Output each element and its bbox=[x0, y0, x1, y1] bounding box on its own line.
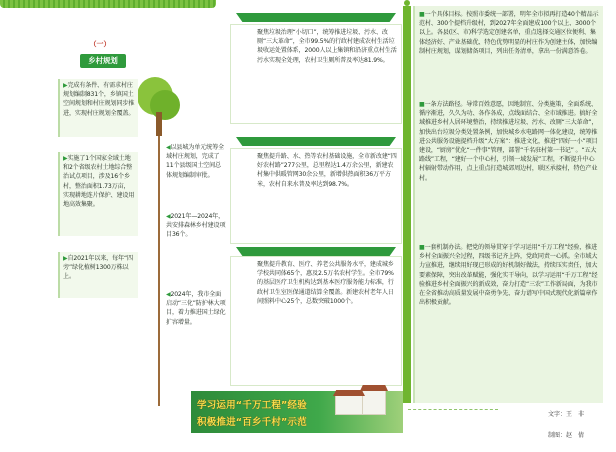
right-item-mechanism-text: 一套机制办法。把党的领导贯穿于学习运用“千万工程”经验，推进乡村全面振兴全过程，四级书记齐上阵，党政同责一心抓。全市域大力宣推进，继续用好现已形成的好机制好做法，持续压实责任，加大要素保障，突出改革赋能，强化实干导向，以学习运用“千万工程”经验推进乡村全面振兴的新成效，奋力打造“三农”工作新局面，为我市在全省推动高质量发展中奋勇争先、奋力谱写中国式现代化新篇章作出积极贡献。 bbox=[419, 244, 598, 307]
right-item-goal-text: 一个具体目标。按照市委统一部署，明年全市拟再打造40个精品示范村、300个提档升级村，到2027年全面建成100个以上、3000个以上。各县(区、市)科学选定创建名单，重点选择交通区位便利、集体经济好、产业基础优、特色优势明显的村庄作为创建主体，加快编制村庄规划，谋划储备项目，列出任务清单，拿出一份满意答卷。 bbox=[419, 11, 599, 55]
right-item-path-text: 一条方法路径。导常百姓意愿，因地制宜、分类施策，全面系统、循序渐进，久久为功、各作各成，点线面结合、全市域推进。搞好全域推进乡村人居环境整治，持续推进垃圾、污水、改厕“三大革命”，加快出台垃圾分类处置条例，加快城乡水电路网一体化建设，统筹推进公共服务设施提档升级“大方案”：推进文化，推进“四好一小”项目建设，“厨房”优化“一件事”管理，部署“千名驻村第一书记” 。“五大路线”工程，“建好一个中心村，引领一域发展”工程，不断提升中心村辐射带动作用，点上重点打造城郊周边村，联区承接村，特色产业村。 bbox=[419, 101, 598, 182]
left-item-land bbox=[58, 152, 138, 236]
arrow-icon: ◀ bbox=[166, 144, 171, 151]
left-item-plan bbox=[58, 79, 138, 137]
right-item-path bbox=[419, 100, 599, 236]
roof-icon bbox=[360, 385, 388, 391]
card-header-bar bbox=[236, 247, 396, 256]
credit-text: 文字：王 非 bbox=[548, 411, 585, 418]
arrow-icon: ▶ bbox=[63, 255, 68, 262]
right-item-mechanism bbox=[419, 243, 599, 393]
credit-divider bbox=[408, 404, 498, 410]
section-number: （一） bbox=[89, 40, 111, 48]
left-item-greening bbox=[58, 252, 138, 298]
card-header-bar bbox=[236, 13, 396, 22]
bullet-icon: ■ bbox=[419, 244, 425, 251]
right-item-goal bbox=[419, 10, 599, 94]
mid-item-shelter-text: 2024年，我市全面启动“三化”防护林大项目，着力推进国土绿化扩容增量。 bbox=[166, 291, 226, 326]
arrow-icon: ▶ bbox=[63, 155, 68, 162]
left-item-plan-text: 完成有条件、有需求村庄规划编制831个，乡镇国土空间规划和村庄规划同步推进，实现村庄规划全覆盖。 bbox=[63, 82, 135, 117]
mid-item-county-text: 以县城为单元统筹全域村庄规划，完成了11个县级国土空间总体规划编制审批。 bbox=[166, 144, 224, 179]
tree-crown-icon bbox=[150, 90, 180, 120]
banner-line-2: 积极推进“百乡千村”示范 bbox=[197, 417, 307, 428]
credit-design: 制图：赵 倩 bbox=[548, 432, 585, 439]
mid-item-shelter bbox=[166, 290, 226, 356]
mid-item-county bbox=[166, 143, 226, 203]
left-item-greening-text: 自2021年以来，每年“四旁”绿化植树1300万株以上。 bbox=[63, 255, 133, 281]
mid-item-forest-text: 2021年—2024年，共安排森林乡村建设项目36个。 bbox=[166, 213, 226, 239]
left-item-land-text: 实施了1个国家全域土地和2个省级农村土地综合整治试点项目，涉及16个乡村，整治面积1.73万亩，实现耕地连片保护、建设用地高效集聚。 bbox=[63, 155, 135, 209]
mid-item-forest bbox=[166, 212, 226, 256]
right-column-bar bbox=[403, 6, 411, 403]
arrow-icon: ◀ bbox=[166, 291, 171, 298]
card-infrastructure bbox=[230, 148, 402, 244]
card-garbage bbox=[230, 24, 402, 124]
card-header-bar bbox=[236, 137, 396, 146]
card-public-service-text: 聚焦提升教育、医疗、养老公共服务水平，建成城乡学校共同体65个，惠及2.5万名农村学生。全市79%的基层医疗卫生机构达到基本医疗服务能力标准，行政村卫生室医保通道结算全覆盖。新建农村老年人日间照料中心25个，总数突破1000个。 bbox=[257, 261, 394, 305]
banner-line-1: 学习运用“千万工程”经验 bbox=[197, 400, 307, 411]
section-tag: 乡村规划 bbox=[80, 54, 126, 68]
arrow-icon: ◀ bbox=[166, 213, 171, 220]
top-grass-decoration bbox=[0, 0, 216, 8]
bullet-icon: ■ bbox=[419, 101, 425, 108]
card-public-service bbox=[230, 256, 402, 386]
tree-root-line bbox=[158, 136, 160, 406]
arrow-icon: ▶ bbox=[63, 82, 68, 89]
card-garbage-text: 聚焦垃圾治理“小切口”，统筹推进垃圾、污水、改厕“三大革命”，全市99.5%的行政村建成农村生活垃圾收运处置体系，2000人以上集镇和沿济重点村生活污水实现全处理，农村卫生厕所普及率达81.9%。 bbox=[257, 29, 397, 64]
tree-trunk-icon bbox=[156, 112, 162, 136]
card-infrastructure-text: 聚焦提升路、水、热等农村基础设施，全市新改建“四好农村路”277公里，总里程达1.4万余公里，新建农村集中供暖管网30余公里，新增供热面积36万平方米，农村自来水普及率达到98.7%。 bbox=[257, 153, 397, 188]
bullet-icon: ■ bbox=[419, 11, 425, 18]
